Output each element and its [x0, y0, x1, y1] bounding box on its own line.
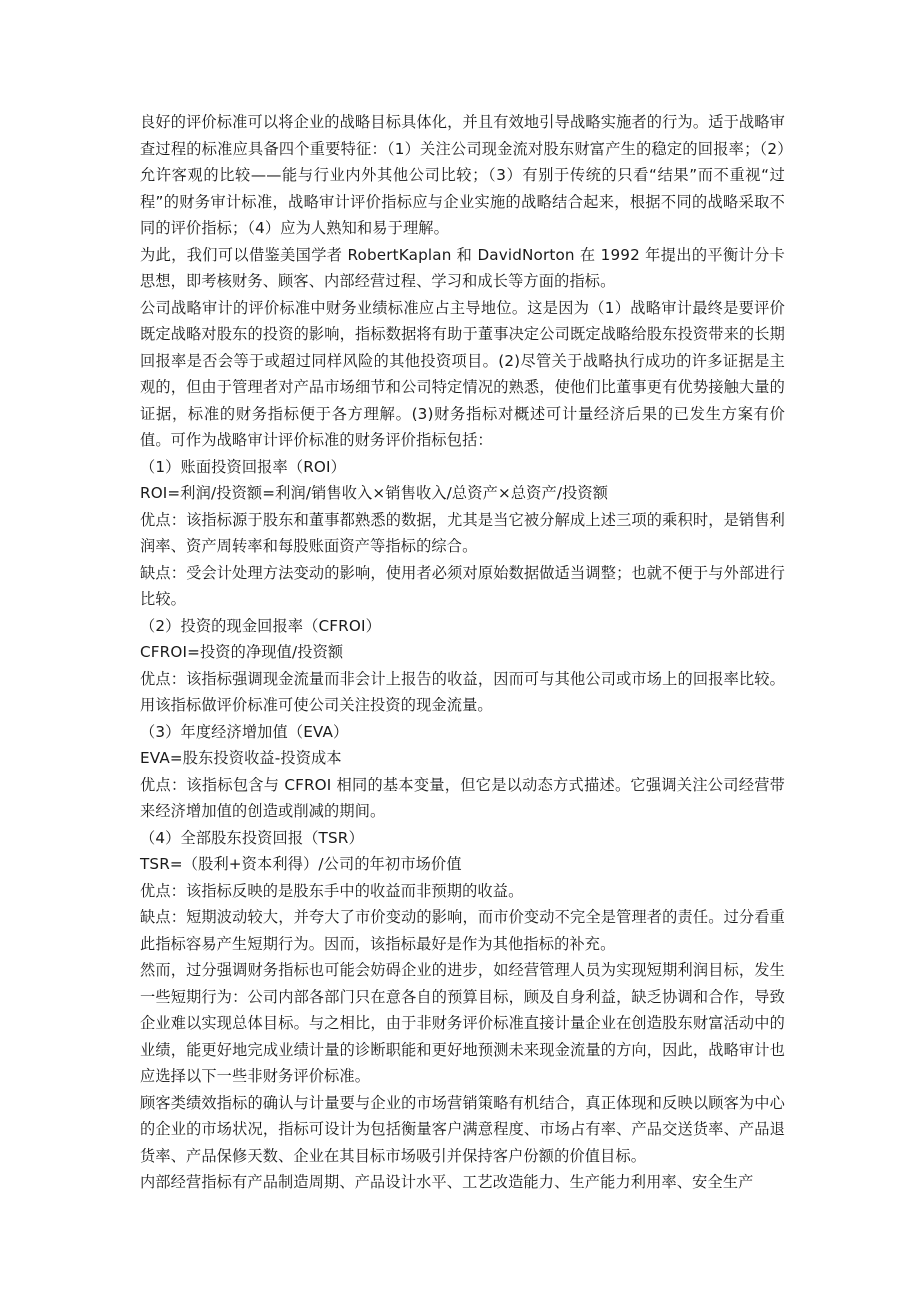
eva-advantage: 优点：该指标包含与 CFROI 相同的基本变量，但它是以动态方式描述。它强调关注公司经营带来经济增加值的创造或削减的期间。 — [140, 775, 785, 820]
formula-cfroi: CFROI=投资的净现值/投资额 — [140, 643, 344, 661]
roi-disadvantage: 缺点：受会计处理方法变动的影响，使用者必须对原始数据做适当调整；也就不便于与外部进行比较。 — [140, 563, 785, 608]
heading-eva: （3）年度经济增加值（EVA） — [140, 722, 349, 741]
heading-roi: （1）账面投资回报率（ROI） — [140, 457, 346, 476]
formula-eva: EVA=股东投资收益-投资成本 — [140, 749, 342, 767]
paragraph-non-financial: 然而，过分强调财务指标也可能会妨碍企业的进步，如经营管理人员为实现短期利润目标，发生一些短期行为：公司内部各部门只在意各自的预算目标，顾及自身利益，缺乏协调和合作，导致企业难以实现总体目标。与之相比，由于非财务评价标准直接计量企业在创造股东财富活动中的业绩，能更好地完成业绩计量的诊断职能和更好地预测未来现金流量的方向，因此，战略审计也应选择以下一些非财务评价标准。 — [140, 961, 785, 1085]
paragraph-customer-indicators: 顾客类绩效指标的确认与计量要与企业的市场营销策略有机结合，真正体现和反映以顾客为中心的企业的市场状况，指标可设计为包括衡量客户满意程度、市场占有率、产品交送货率、产品退货率、产品保修天数、企业在其目标市场吸引并保持客户份额的价值目标。 — [140, 1093, 785, 1165]
formula-tsr: TSR=（股利+资本利得）/公司的年初市场价值 — [140, 855, 462, 873]
paragraph-balanced-scorecard: 为此，我们可以借鉴美国学者 RobertKaplan 和 DavidNorton 在 1992 年提出的平衡计分卡思想，即考核财务、顾客、内部经营过程、学习和成长等方面的指标。 — [140, 245, 785, 290]
paragraph-evaluation-standard-features: 良好的评价标准可以将企业的战略目标具体化，并且有效地引导战略实施者的行为。适于战略审查过程的标准应具备四个重要特征：（1）关注公司现金流对股东财富产生的稳定的回报率；（2）允许客观的比较——能与行业内外其他公司比较；（3）有别于传统的只看“结果”而不重视“过程”的财务审计标准，战略审计评价指标应与企业实施的战略结合起来，根据不同的战略采取不同的评价指标；（4）应为人熟知和易于理解。 — [140, 113, 785, 237]
heading-tsr: （4）全部股东投资回报（TSR） — [140, 828, 364, 847]
paragraph-financial-standards: 公司战略审计的评价标准中财务业绩标准应占主导地位。这是因为（1）战略审计最终是要评价既定战略对股东的投资的影响，指标数据将有助于董事决定公司既定战略给股东投资带来的长期回报率是否会等于或超过同样风险的其他投资项目。(2)尽管关于战略执行成功的许多证据是主观的，但由于管理者对产品市场细节和公司特定情况的熟悉，使他们比董事更有优势接触大量的证据，标准的财务指标便于各方理解。(3)财务指标对概述可计量经济后果的已发生方案有价值。可作为战略审计评价标准的财务评价指标包括： — [140, 298, 785, 449]
formula-roi: ROI=利润/投资额=利润/销售收入×销售收入/总资产×总资产/投资额 — [140, 484, 609, 502]
roi-advantage: 优点：该指标源于股东和董事都熟悉的数据，尤其是当它被分解成上述三项的乘积时，是销售利润率、资产周转率和每股账面资产等指标的综合。 — [140, 510, 785, 555]
heading-cfroi: （2）投资的现金回报率（CFROI） — [140, 616, 381, 635]
document-page — [140, 109, 785, 1196]
tsr-disadvantage: 缺点：短期波动较大，并夸大了市价变动的影响，而市价变动不完全是管理者的责任。过分看重此指标容易产生短期行为。因而，该指标最好是作为其他指标的补充。 — [140, 908, 785, 953]
tsr-advantage: 优点：该指标反映的是股东手中的收益而非预期的收益。 — [140, 881, 524, 900]
cfroi-advantage: 优点：该指标强调现金流量而非会计上报告的收益，因而可与其他公司或市场上的回报率比较。用该指标做评价标准可使公司关注投资的现金流量。 — [140, 669, 785, 714]
paragraph-internal-operations: 内部经营指标有产品制造周期、产品设计水平、工艺改造能力、生产能力利用率、安全生产 — [140, 1173, 754, 1191]
